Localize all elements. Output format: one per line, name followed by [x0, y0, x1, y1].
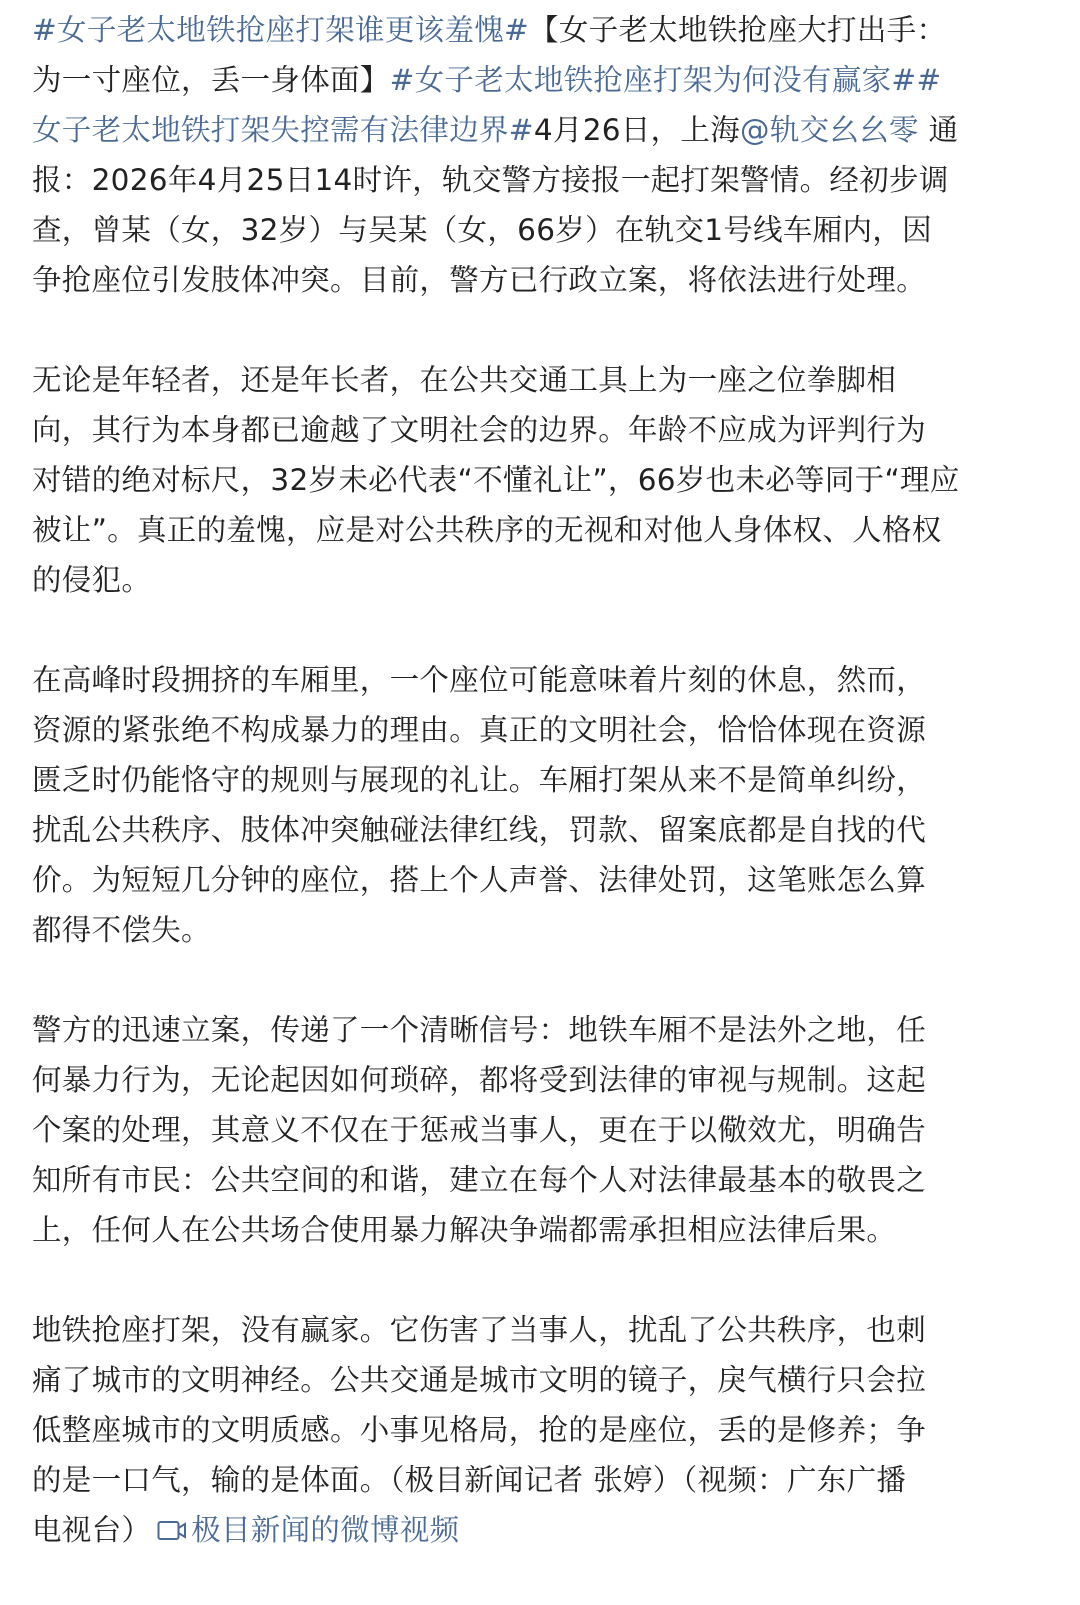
text-segment: 被让”。真正的羞愧，应是对公共秩序的无视和对他人身体权、人格权 — [32, 513, 942, 547]
text-line — [32, 555, 1062, 605]
text-line — [32, 1005, 1062, 1055]
text-segment: 电视台） — [32, 1513, 152, 1547]
text-line — [32, 255, 1062, 305]
text-line — [32, 1305, 1062, 1355]
post-paragraph — [32, 1305, 1062, 1555]
text-line — [32, 705, 1062, 755]
text-segment: 都得不偿失。 — [32, 913, 211, 947]
post-paragraph — [32, 1005, 1062, 1255]
hashtag-link[interactable]: 女子老太地铁打架失控需有法律边界# — [32, 113, 534, 147]
text-segment: 为一寸座位，丢一身体面】 — [32, 63, 390, 97]
text-segment: 痛了城市的文明神经。公共交通是城市文明的镜子，戾气横行只会拉 — [32, 1363, 927, 1397]
text-segment: 4月26日，上海 — [533, 113, 741, 147]
text-segment: 争抢座位引发肢体冲突。目前，警方已行政立案，将依法进行处理。 — [32, 263, 927, 297]
post-paragraph — [32, 655, 1062, 955]
mention-link[interactable]: @轨交幺幺零 — [740, 113, 919, 147]
text-line — [32, 505, 1062, 555]
text-line — [32, 905, 1062, 955]
text-line — [32, 355, 1062, 405]
text-line — [32, 205, 1062, 255]
text-line — [32, 455, 1062, 505]
text-segment: 查，曾某（女，32岁）与吴某（女，66岁）在轨交1号线车厢内，因 — [32, 213, 932, 247]
text-line — [32, 1105, 1062, 1155]
text-segment: 在高峰时段拥挤的车厢里，一个座位可能意味着片刻的休息，然而， — [32, 663, 927, 697]
text-line — [32, 855, 1062, 905]
text-line — [32, 755, 1062, 805]
text-line — [32, 1355, 1062, 1405]
text-segment: 警方的迅速立案，传递了一个清晰信号：地铁车厢不是法外之地，任 — [32, 1013, 927, 1047]
text-line — [32, 1055, 1062, 1105]
text-line — [32, 5, 1062, 55]
text-segment: 地铁抢座打架，没有赢家。它伤害了当事人，扰乱了公共秩序，也刺 — [32, 1313, 927, 1347]
text-segment: 【女子老太地铁抢座大打出手： — [529, 13, 947, 47]
text-segment: 通 — [918, 113, 959, 147]
text-segment: 低整座城市的文明质感。小事见格局，抢的是座位，丢的是修养；争 — [32, 1413, 927, 1447]
text-line — [32, 805, 1062, 855]
text-line — [32, 1405, 1062, 1455]
text-segment: 报：2026年4月25日14时许，轨交警方接报一起打架警情。经初步调 — [32, 163, 949, 197]
text-segment: 向，其行为本身都已逾越了文明社会的边界。年龄不应成为评判行为 — [32, 413, 927, 447]
text-segment: 的是一口气，输的是体面。（极目新闻记者 张婷）（视频：广东广播 — [32, 1463, 907, 1497]
text-segment: 价。为短短几分钟的座位，搭上个人声誉、法律处罚，这笔账怎么算 — [32, 863, 927, 897]
text-line — [32, 1455, 1062, 1505]
text-segment: 扰乱公共秩序、肢体冲突触碰法律红线，罚款、留案底都是自找的代 — [32, 813, 927, 847]
hashtag-link[interactable]: #女子老太地铁抢座打架谁更该羞愧# — [32, 13, 530, 47]
text-line — [32, 1155, 1062, 1205]
post-paragraph — [32, 355, 1062, 605]
text-line — [32, 155, 1062, 205]
text-line — [32, 655, 1062, 705]
video-link[interactable]: 极目新闻的微博视频 — [191, 1513, 460, 1547]
text-segment: 对错的绝对标尺，32岁未必代表“不懂礼让”，66岁也未必等同于“理应 — [32, 463, 960, 497]
text-segment: 个案的处理，其意义不仅在于惩戒当事人，更在于以儆效尤，明确告 — [32, 1113, 927, 1147]
text-segment: 知所有市民：公共空间的和谐，建立在每个人对法律最基本的敬畏之 — [32, 1163, 927, 1197]
video-icon[interactable] — [157, 1508, 187, 1558]
text-line — [32, 405, 1062, 455]
text-segment: 无论是年轻者，还是年长者，在公共交通工具上为一座之位拳脚相 — [32, 363, 897, 397]
text-segment: 资源的紧张绝不构成暴力的理由。真正的文明社会，恰恰体现在资源 — [32, 713, 927, 747]
weibo-post-body — [32, 5, 1062, 1605]
text-line — [32, 1205, 1062, 1255]
text-segment: 何暴力行为，无论起因如何琐碎，都将受到法律的审视与规制。这起 — [32, 1063, 927, 1097]
text-line — [32, 105, 1062, 155]
text-segment: 上，任何人在公共场合使用暴力解决争端都需承担相应法律后果。 — [32, 1213, 897, 1247]
text-segment: 的侵犯。 — [32, 563, 152, 597]
text-segment: 匮乏时仍能恪守的规则与展现的礼让。车厢打架从来不是简单纠纷， — [32, 763, 927, 797]
hashtag-link[interactable]: #女子老太地铁抢座打架为何没有赢家## — [389, 63, 942, 97]
post-paragraph — [32, 5, 1062, 305]
text-line — [32, 55, 1062, 105]
text-line — [32, 1505, 1062, 1555]
